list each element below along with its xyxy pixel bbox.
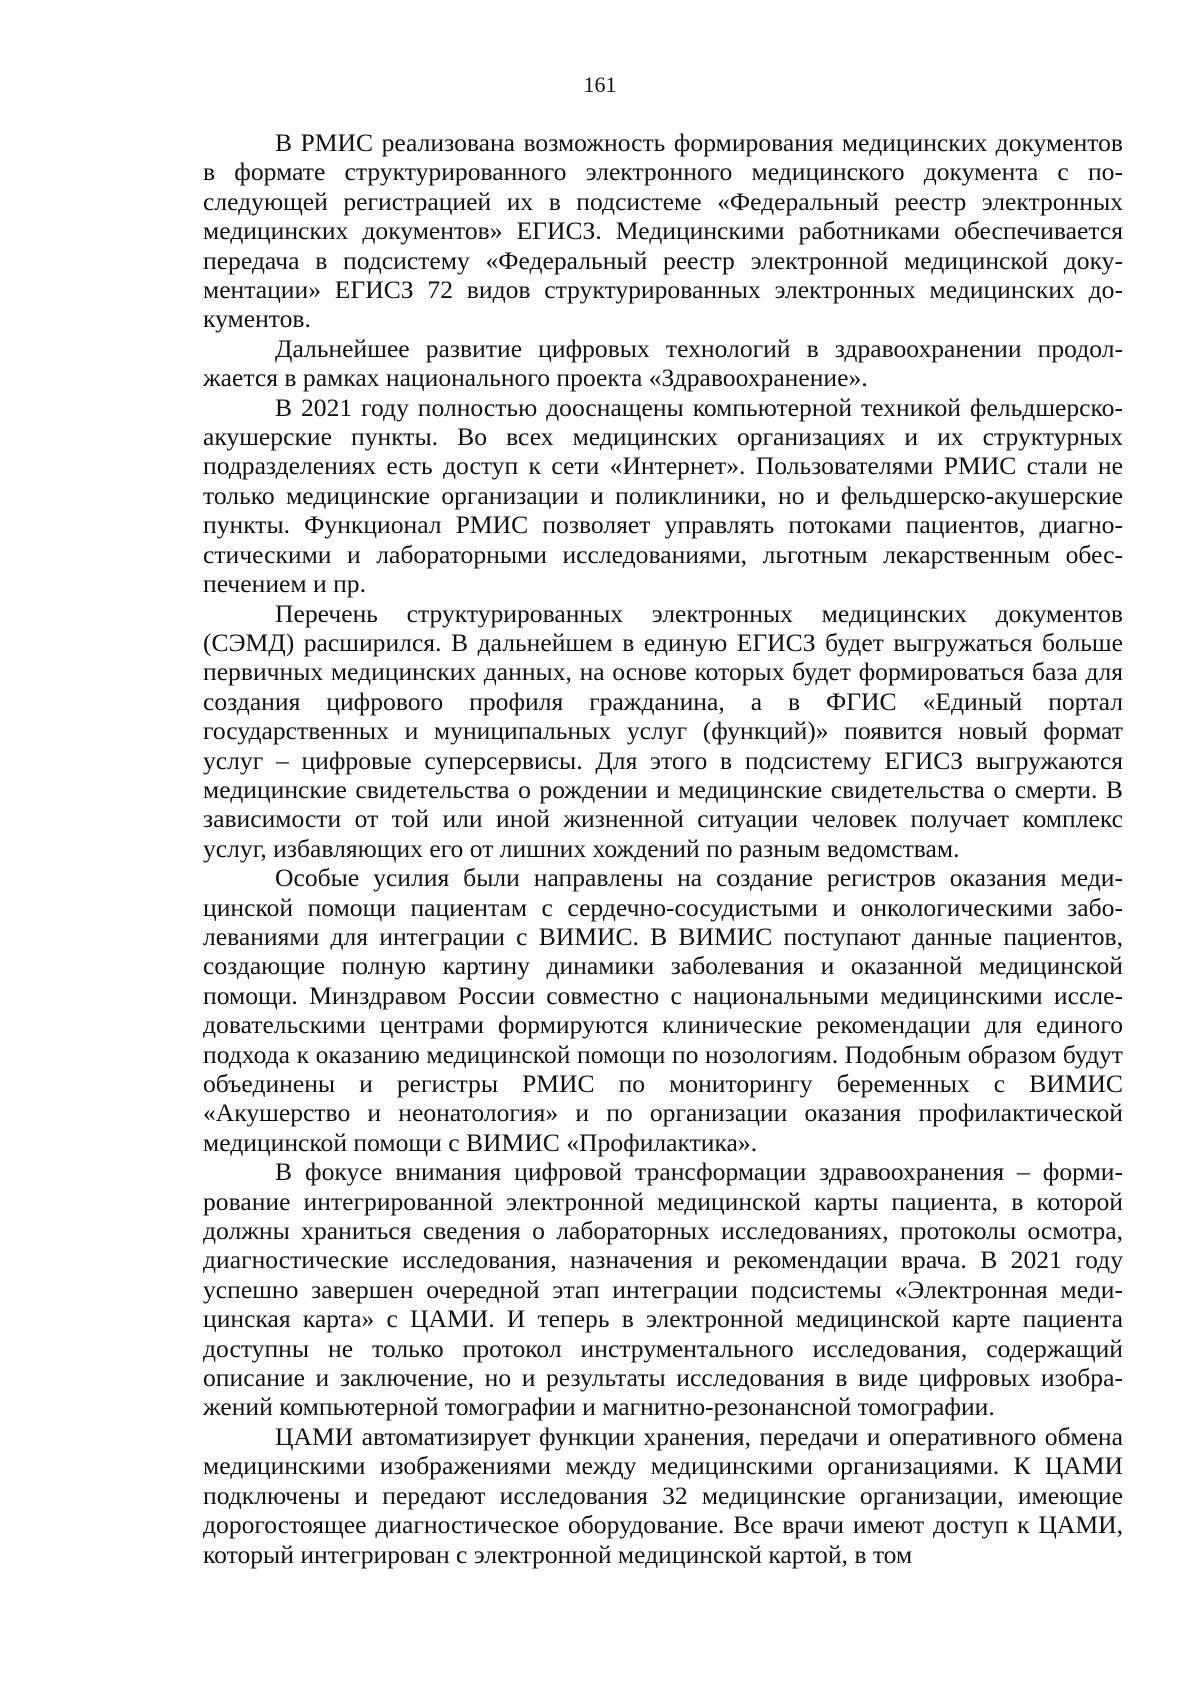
paragraph-national-project: Дальнейшее развитие цифровых технологий в здравоохранении продолжается в рамках национального проекта «Здравоохранение». xyxy=(203,333,1123,393)
page-number: 161 xyxy=(583,72,617,97)
paragraph-cami: ЦАМИ автоматизирует функции хранения, передачи и оперативного обмена медицинскими изображениями между медицинскими организациями. К ЦАМИ подключены и передают исследования 32 медицинские организации, имеющие дорогостоящее диагностическое оборудование. Все врачи имеют доступ к ЦАМИ, который интегрирован с электронной медицинской картой, в том xyxy=(203,1421,1123,1569)
paragraph-digital-transformation: В фокусе внимания цифровой трансформации здравоохранения – формирование интегрированной электронной медицинской карты пациента, в которой должны храниться сведения о лабораторных исследованиях, протоколы осмотра, диагностические исследования, назначения и рекомендации врача. В 2021 году успешно завершен очередной этап интеграции подсистемы «Электронная медицинская карта» с ЦАМИ. И теперь в электронной медицинской карте пациента доступны не только протокол инструментального исследования, содержащий описание и заключение, но и результаты исследования в виде цифровых изображений компьютерной томографии и магнитно-резонансной томографии. xyxy=(203,1157,1123,1422)
paragraph-rmis-semd: В РМИС реализована возможность формирования медицинских документов в формате структурированного электронного медицинского документа с последующей регистрацией их в подсистеме «Федеральный реестр электронных медицинских документов» ЕГИСЗ. Медицинскими работниками обеспечивается передача в подсистему «Федеральный реестр электронной медицинской документации» ЕГИСЗ 72 видов структурированных электронных медицинских документов. xyxy=(203,128,1123,334)
body-text xyxy=(203,128,1123,1569)
paragraph-fap-equipment: В 2021 году полностью дооснащены компьютерной техникой фельдшерско-акушерские пункты. Во всех медицинских организациях и их структурных подразделениях есть доступ к сети «Интернет». Пользователями РМИС стали не только медицинские организации и поликлиники, но и фельдшерско-акушерские пункты. Функционал РМИС позволяет управлять потоками пациентов, диагностическими и лабораторными исследованиями, льготным лекарственным обеспечением и пр. xyxy=(203,392,1123,599)
paragraph-semd-list: Перечень структурированных электронных медицинских документов (СЭМД) расширился. В дальнейшем в единую ЕГИСЗ будет выгружаться больше первичных медицинских данных, на основе которых будет формироваться база для создания цифрового профиля гражданина, а в ФГИС «Единый портал государственных и муниципальных услуг (функций)» появится новый формат услуг – цифровые суперсервисы. Для этого в подсистему ЕГИСЗ выгружаются медицинские свидетельства о рождении и медицинские свидетельства о смерти. В зависимости от той или иной жизненной ситуации человек получает комплекс услуг, избавляющих его от лишних хождений по разным ведомствам. xyxy=(203,598,1123,863)
paragraph-vimis-registers: Особые усилия были направлены на создание регистров оказания медицинской помощи пациентам с сердечно-сосудистыми и онкологическими заболеваниями для интеграции с ВИМИС. В ВИМИС поступают данные пациентов, создающие полную картину динамики заболевания и оказанной медицинской помощи. Минздравом России совместно с национальными медицинскими исследовательскими центрами формируются клинические рекомендации для единого подхода к оказанию медицинской помощи по нозологиям. Подобным образом будут объединены и регистры РМИС по мониторингу беременных с ВИМИС «Акушерство и неонатология» и по организации оказания профилактической медицинской помощи с ВИМИС «Профилактика». xyxy=(203,863,1123,1157)
